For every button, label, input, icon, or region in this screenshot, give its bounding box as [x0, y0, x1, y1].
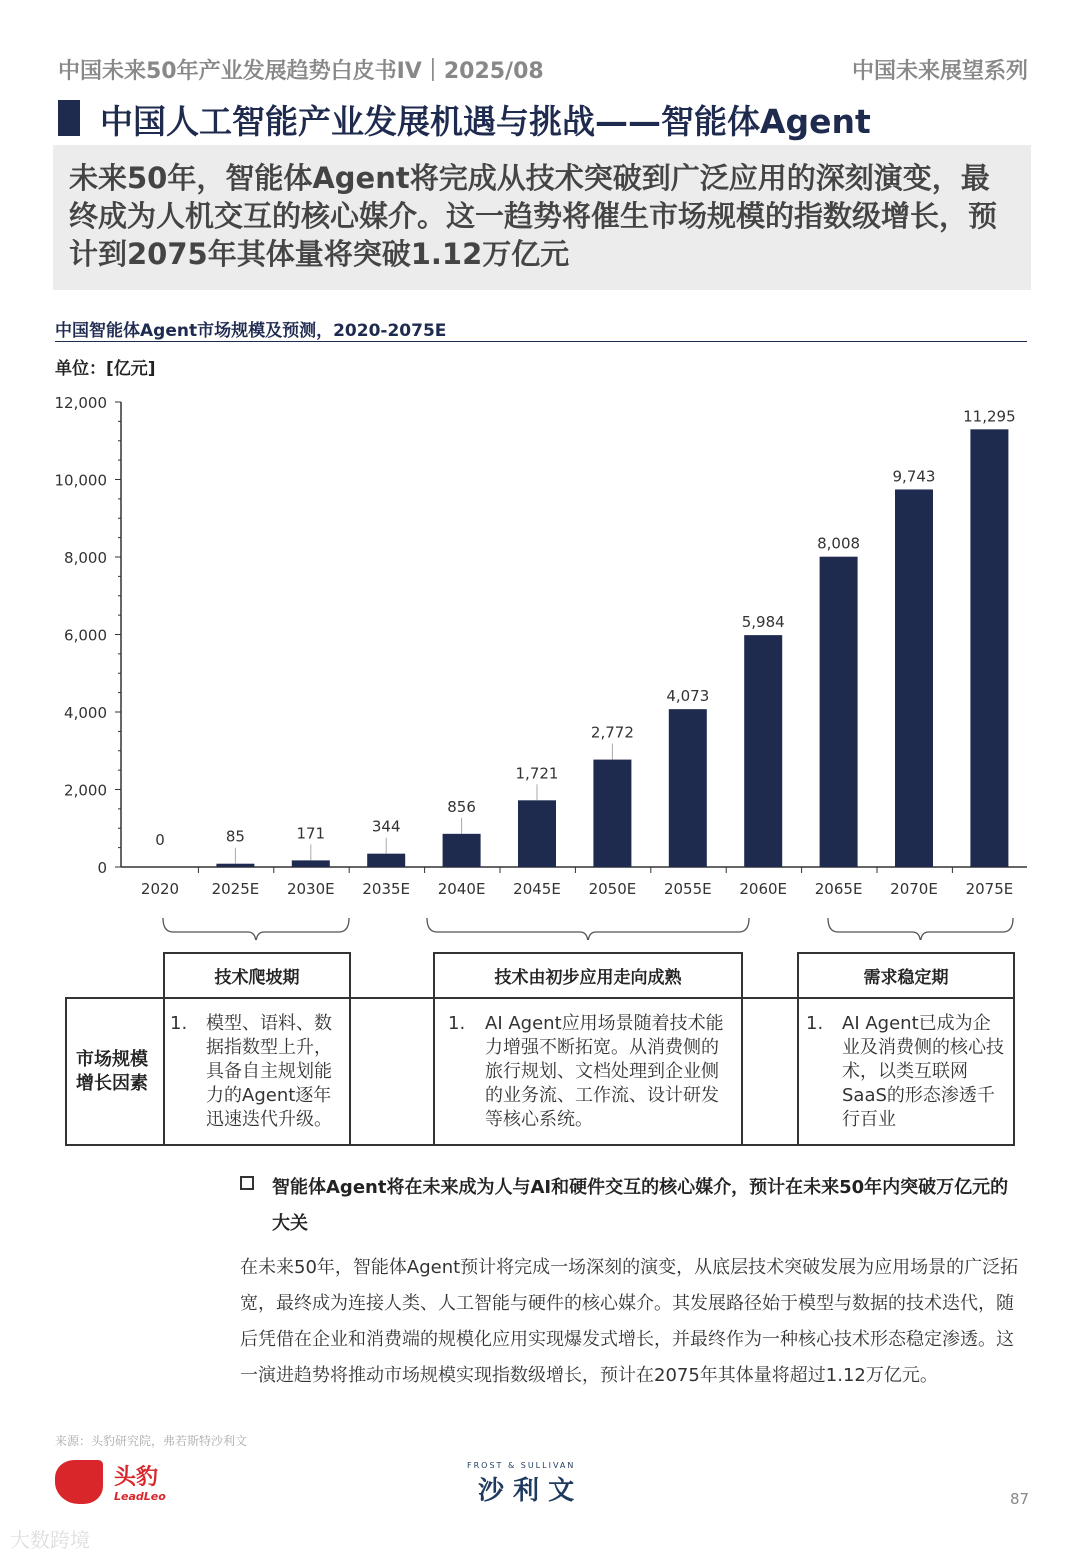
fs-logo-cn: 沙 利 文	[478, 1476, 575, 1506]
bar-2075E	[970, 429, 1008, 867]
y-tick-label: 10,000	[54, 471, 107, 490]
data-label: 9,743	[892, 467, 936, 486]
y-tick-label: 0	[97, 859, 107, 877]
y-tick-label: 12,000	[54, 394, 107, 412]
divider	[55, 341, 1027, 342]
x-tick-label: 2045E	[513, 880, 561, 898]
x-tick-label: 2060E	[739, 880, 788, 898]
divider	[741, 997, 743, 1146]
data-label: 1,721	[515, 764, 559, 783]
data-label: 5,984	[741, 613, 785, 632]
series-name: 中国未来展望系列	[851, 59, 1028, 84]
data-label: 856	[447, 797, 476, 816]
bar-2035E	[367, 854, 405, 867]
leadleo-logo-text: 头豹	[114, 1465, 159, 1490]
bar-2065E	[820, 557, 858, 867]
x-tick-label: 2025E	[211, 880, 260, 898]
x-tick-label: 2055E	[663, 880, 712, 898]
x-tick-label: 2020	[140, 880, 180, 898]
chart-unit: 单位：[亿元]	[55, 359, 156, 379]
x-tick-label: 2030E	[286, 880, 335, 898]
x-tick-label: 2065E	[814, 880, 863, 898]
item-number: 1.	[806, 1013, 824, 1034]
x-tick-label: 2070E	[890, 880, 938, 898]
phase-header-2: 技术由初步应用走向成熟	[433, 952, 743, 999]
y-tick-label: 6,000	[64, 626, 107, 645]
x-tick-label: 2040E	[437, 880, 486, 898]
chart-title: 中国智能体Agent市场规模及预测，2020-2075E	[55, 321, 447, 341]
bar-2045E	[518, 800, 556, 867]
fs-logo-en: FROST & SULLIVAN	[467, 1461, 576, 1470]
bar-2030E	[292, 860, 330, 867]
summary-box: 未来50年，智能体Agent将完成从技术突破到广泛应用的深刻演变，最终成为人机交互的核心媒介。这一趋势将催生市场规模的指数级增长，预计到2075年其体量将突破1.12万亿元	[53, 145, 1031, 290]
data-label: 11,295	[963, 407, 1016, 426]
phase-bracket	[163, 918, 349, 940]
divider	[349, 997, 351, 1146]
y-tick-label: 2,000	[64, 781, 107, 800]
page-title: 中国人工智能产业发展机遇与挑战——智能体Agent	[100, 102, 871, 141]
data-label: 2,772	[590, 723, 634, 742]
data-label: 8,008	[817, 534, 861, 553]
x-tick-label: 2035E	[362, 880, 411, 898]
bar-chart	[0, 380, 1080, 940]
phase-text-2: AI Agent应用场景随着技术能力增强不断拓宽。从消费侧的旅行规划、文档处理到企业侧的业务流、工作流、设计研发等核心系统。	[485, 1013, 724, 1130]
phase-header-3: 需求稳定期	[797, 952, 1015, 999]
data-label: 4,073	[666, 687, 710, 706]
divider	[163, 997, 165, 1146]
bar-2060E	[744, 635, 782, 867]
phase-text-1: 模型、语料、数据指数型上升，具备自主规划能力的Agent逐年迅速迭代升级。	[206, 1013, 332, 1130]
data-label: 0	[155, 831, 165, 849]
source-note: 来源：头豹研究院，弗若斯特沙利文	[55, 1434, 248, 1448]
body-paragraph: 在未来50年，智能体Agent预计将完成一场深刻的演变，从底层技术突破发展为应用场景的广泛拓宽，最终成为连接人类、人工智能与硬件的核心媒介。其发展路径始于模型与数据的技术迭代，随后凭借在企业和消费端的规模化应用实现爆发式增长，并最终作为一种核心技术形态稳定渗透。这一演进趋势将推动市场规模实现指数级增长，预计在2075年其体量将超过1.12万亿元。	[240, 1257, 1019, 1386]
page-number: 87	[1010, 1490, 1030, 1508]
x-tick-label: 2050E	[588, 880, 637, 898]
data-label: 85	[225, 827, 245, 846]
phase-bracket	[828, 918, 1013, 940]
bar-2050E	[593, 760, 631, 867]
item-number: 1.	[170, 1013, 188, 1034]
y-tick-label: 4,000	[64, 704, 107, 722]
bar-2025E	[216, 864, 254, 867]
report-header: 中国未来50年产业发展趋势白皮书IV｜2025/08	[58, 59, 544, 84]
bar-2040E	[443, 834, 481, 867]
title-marker	[58, 100, 80, 136]
phase-bracket	[427, 918, 749, 940]
bar-2055E	[669, 709, 707, 867]
phase-header-1: 技术爬坡期	[163, 952, 351, 999]
x-tick-label: 2075E	[965, 880, 1014, 898]
item-number: 1.	[448, 1013, 466, 1034]
data-label: 344	[371, 817, 401, 836]
phase-text-3: AI Agent已成为企业及消费侧的核心技术，以类互联网SaaS的形态渗透千行百业	[842, 1013, 1004, 1130]
divider	[433, 997, 435, 1146]
bar-2070E	[895, 489, 933, 867]
watermark: 大数跨境	[10, 1528, 90, 1552]
leadleo-logo-en: LeadLeo	[114, 1490, 166, 1503]
y-tick-label: 8,000	[64, 549, 107, 567]
leadleo-logo-icon	[55, 1460, 103, 1504]
divider	[797, 997, 799, 1146]
key-point: 智能体Agent将在未来成为人与AI和硬件交互的核心媒介，预计在未来50年内突破万亿元的大关	[272, 1177, 1009, 1234]
row-label: 市场规模增长因素	[76, 1049, 148, 1094]
data-label: 171	[296, 824, 326, 843]
